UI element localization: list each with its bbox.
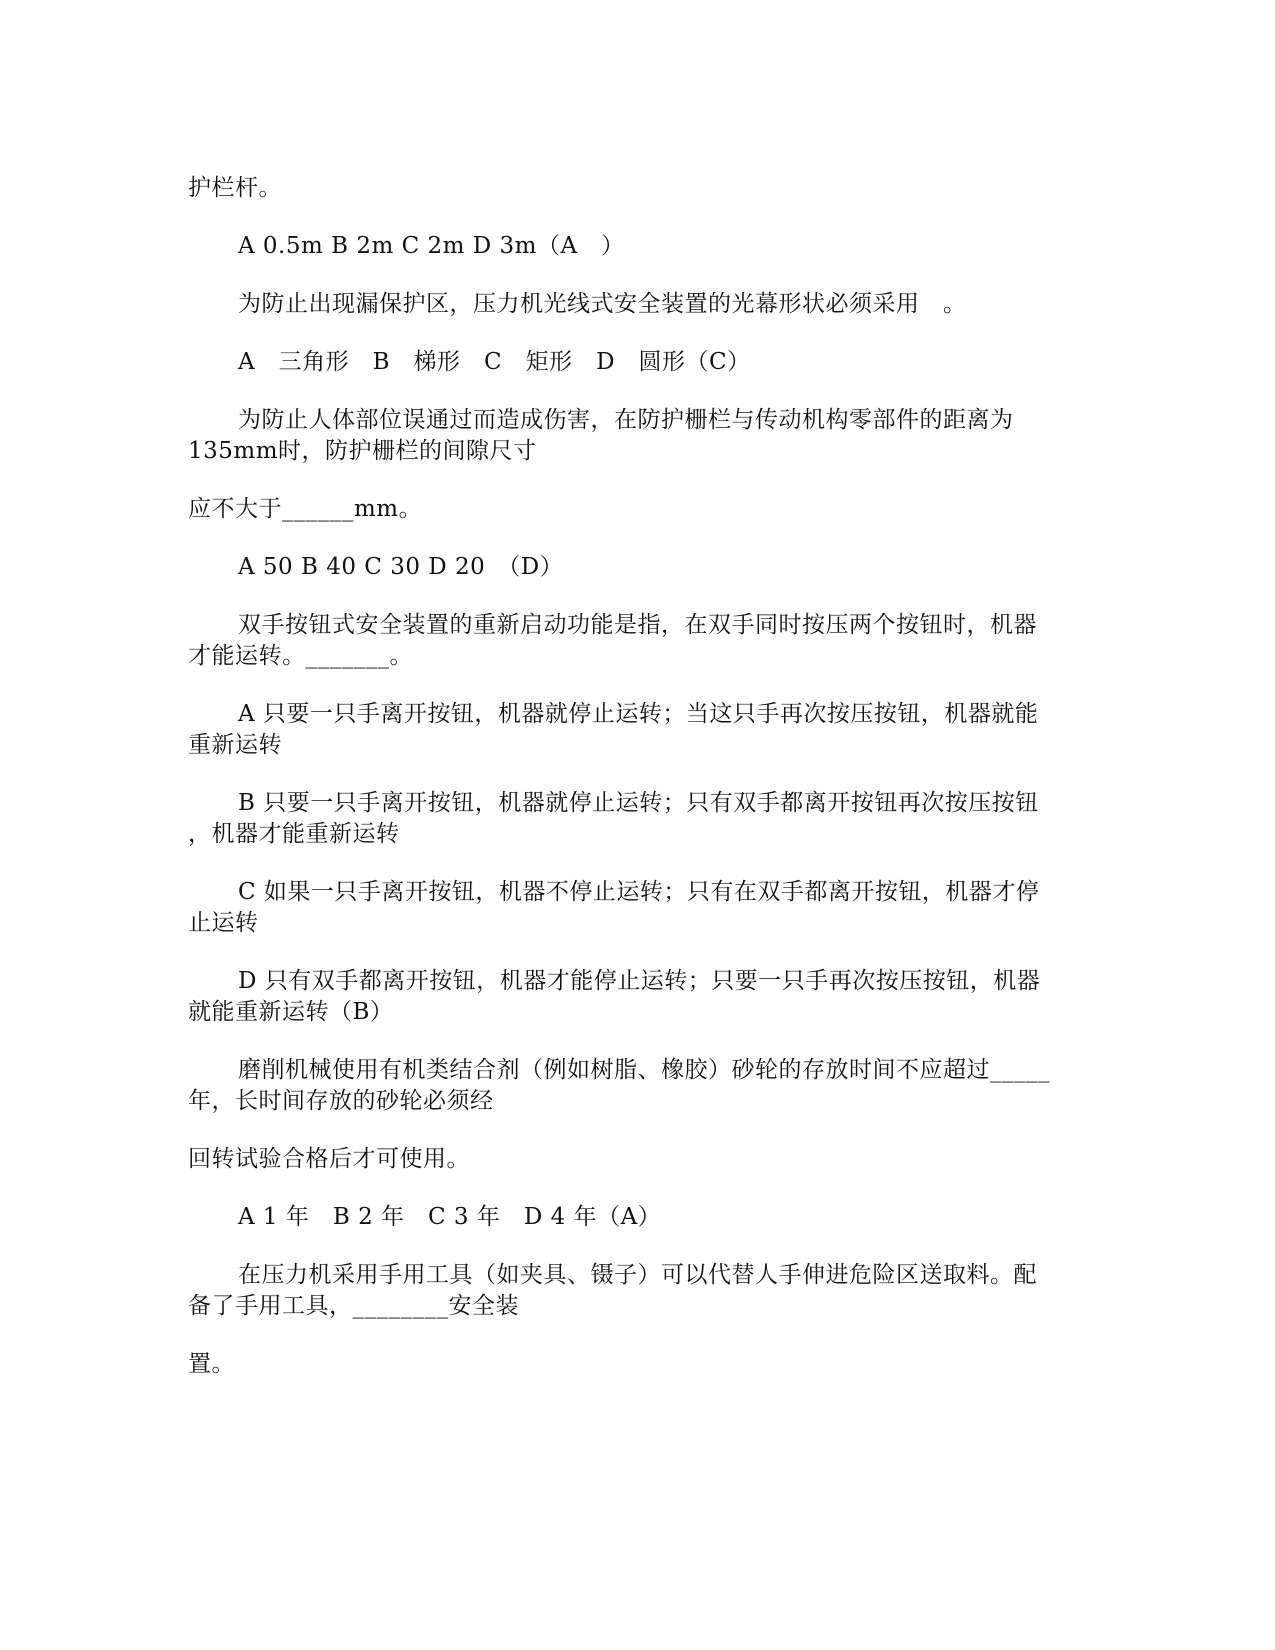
text-line: 磨削机械使用有机类结合剂（例如树脂、橡胶）砂轮的存放时间不应超过_____ <box>238 1057 1050 1083</box>
text-line: 双手按钮式安全装置的重新启动功能是指，在双手同时按压两个按钮时，机器 <box>238 612 1037 638</box>
text-line: C 如果一只手离开按钮，机器不停止运转；只有在双手都离开按钮，机器才停 <box>238 879 1040 905</box>
text-line: D 只有双手都离开按钮，机器才能停止运转；只要一只手再次按压按钮，机器 <box>238 968 1041 994</box>
text-line: ，机器才能重新运转 <box>188 821 400 847</box>
text-line: 就能重新运转（B） <box>188 999 394 1025</box>
text-line: 置。 <box>188 1351 235 1377</box>
text-line: A 1 年 B 2 年 C 3 年 D 4 年（A） <box>238 1204 662 1230</box>
text-line: 才能运转。_______。 <box>188 643 413 669</box>
text-line: B 只要一只手离开按钮，机器就停止运转；只有双手都离开按钮再次按压按钮 <box>238 790 1039 816</box>
text-line: 回转试验合格后才可使用。 <box>188 1146 470 1172</box>
text-line: 应不大于______mm。 <box>188 496 423 522</box>
text-line: A 三角形 B 梯形 C 矩形 D 圆形（C） <box>238 349 751 375</box>
text-line: 在压力机采用手用工具（如夹具、镊子）可以代替人手伸进危险区送取料。配 <box>238 1262 1037 1288</box>
text-line: 为防止人体部位误通过而造成伤害，在防护栅栏与传动机构零部件的距离为 <box>238 407 1014 433</box>
text-line: 年，长时间存放的砂轮必须经 <box>188 1088 494 1114</box>
text-line: 135mm时，防护栅栏的间隙尺寸 <box>188 438 537 464</box>
text-line: 止运转 <box>188 910 259 936</box>
text-line: A 只要一只手离开按钮，机器就停止运转；当这只手再次按压按钮，机器就能 <box>238 701 1039 727</box>
text-line: 为防止出现漏保护区，压力机光线式安全装置的光幕形状必须采用 。 <box>238 291 967 317</box>
text-line: A 50 B 40 C 30 D 20 （D） <box>238 554 564 580</box>
text-line: 护栏杆。 <box>188 175 282 201</box>
text-line: A 0.5m B 2m C 2m D 3m（A ） <box>238 233 625 259</box>
text-line: 重新运转 <box>188 732 282 758</box>
text-line: 备了手用工具，________安全装 <box>188 1293 519 1319</box>
